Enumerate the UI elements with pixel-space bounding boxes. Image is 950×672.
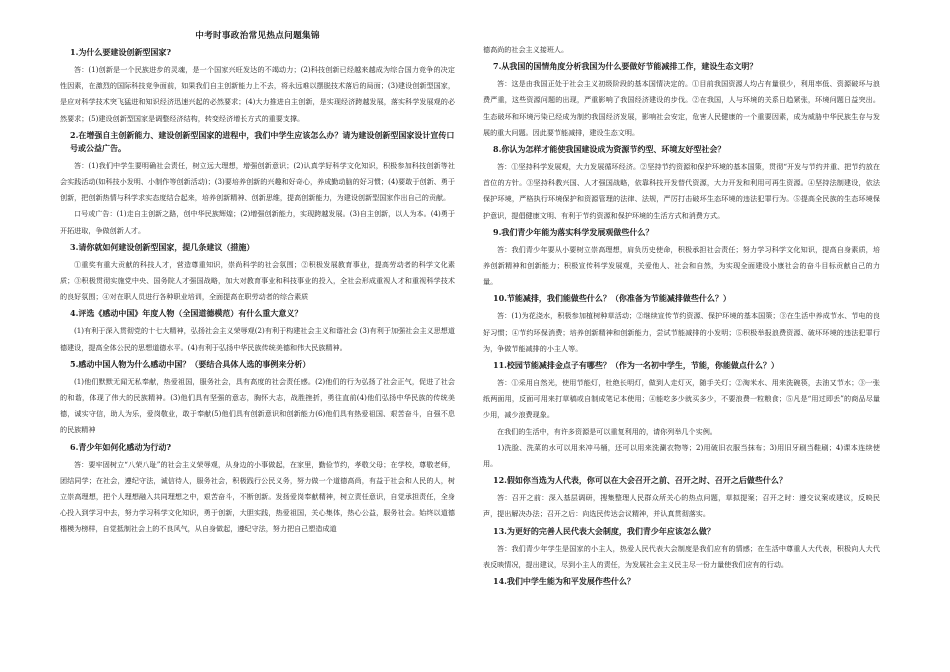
answer-paragraph: 在我们的生活中，有许多资源是可以重复利用的，请你列举几个实例。: [497, 426, 717, 436]
question-heading: 4.评选《感动中国》年度人物（全国道德模范）有什么重大意义？: [70, 308, 303, 319]
question-heading: 5.感动中国人物为什么感动中国？（要结合具体人选的事例来分析）: [70, 358, 311, 369]
answer-paragraph: 德高尚的社会主义接班人。: [483, 45, 569, 54]
question-heading: 11.校园节能减排金点子有哪些？（作为一名初中学生，节能，你能做点什么？）: [493, 360, 779, 371]
right-column-body: [483, 42, 880, 588]
answer-paragraph: (1)他们默默无闻无私奉献，热爱祖国，服务社会，具有高度的社会责任感。(2)他们的行为弘扬了社会正气，促进了社会的和谐，体现了伟大的民族精神。(3)他们具有坚强的意志，胸怀大志，战胜挫折，勇往直前(4)他们弘扬中华民族的传统美德，诚实守信，助人为乐，爱岗敬业，敢于奉献(5)他们具有创新意识和创新能力(6)他们具有热爱祖国、艰苦奋斗，自强不息的民族精神: [60, 376, 455, 435]
question-heading: 9.我们青少年能为落实科学发展观做些什么？: [493, 226, 654, 237]
qa-section: [60, 241, 455, 306]
qa-section: [60, 307, 455, 355]
qa-section: [60, 129, 455, 239]
question-heading: 3.请你就如何建设创新型国家，提几条建议（措施）: [70, 241, 255, 252]
answer-paragraph: ①重奖有重大贡献的科技人才，营造尊重知识，崇尚科学的社会氛围；②积极发展教育事业，提高劳动者的科学文化素质；③积极贯彻实施党中央、国务院人才强国战略，加大对教育事业和科技事业的投入，全社会形成重视人才和重视科学技术的良好氛围；④对在职人员进行各种职业培训，全面提高在职劳动者的综合素质: [60, 259, 455, 302]
answer-paragraph: 答：①坚持科学发展观，大力发展循环经济。②坚持节约资源和保护环境的基本国策，贯彻“开发与节约并重、把节约放在首位的方针。③坚持科教兴国、人才强国战略，依靠科技开发替代资源，大力开发和利用可再生资源。④坚持法制建设，依法保护环境，严格执行环境保护和资源管理的法律、法规，严厉打击破坏生态环境的违法犯罪行为。⑤提高全民族的生态环境保护意识，提倡健康文明、有利于节约资源和保护环境的生活方式和消费方式。: [483, 162, 880, 220]
qa-section: [483, 60, 880, 141]
question-heading: 10.节能减排，我们能做些什么？（你准备为节能减排做些什么？）: [493, 293, 731, 304]
answer-paragraph: 答：要牢固树立“八荣八耻”的社会主义荣辱观，从身边的小事做起，在家里，勤俭节约，孝敬父母；在学校，尊敬老师，团结同学；在社会，遵纪守法，诚信待人，服务社会，积极践行公民义务，努力做一个道德高尚，有益于社会和人民的人，树立崇高理想，把个人理想融入共同理想之中，艰苦奋斗，不断创新。发扬爱岗奉献精神，树立责任意识，自觉承担责任，全身心投入到学习中去，努力学习科学文化知识，勇于创新，大胆实践，热爱祖国，关心集体，热心公益，服务社会。始终以道德楷模为榜样，自觉抵制社会上的不良风气，从自身做起，遵纪守法，努力把自己塑造成道: [60, 459, 455, 534]
qa-section: [483, 575, 880, 588]
question-heading: 14.我们中学生能为和平发展作些什么？: [493, 576, 635, 587]
left-column: [60, 0, 455, 672]
qa-section: [483, 292, 880, 357]
question-heading: 2.在增强自主创新能力、建设创新型国家的进程中，我们中学生应该怎么办？请为建设创新型国家设计宣传口号或公益广告。: [70, 129, 455, 153]
answer-paragraph: 答：这是由我国正处于社会主义初级阶段的基本国情决定的。①目前我国资源人均占有量很少，利用率低、资源破坏与浪费严重，这些资源问题的出现，严重影响了我国经济建设的步伐。②在我国，人与环境的关系日趋紧张，环境问题日益突出。生态破坏和环境污染已经成为制约我国经济发展，影响社会安定，危害人民健康的一个重要因素，成为威胁中华民族生存与发展的重大问题。因此要节能减排，建设生态文明。: [483, 79, 880, 137]
left-column-body: [60, 46, 455, 538]
question-heading: 8.你认为怎样才能使我国建设成为资源节约型、环境友好型社会？: [493, 144, 726, 155]
answer-paragraph: 答：我们青少年要从小要树立崇高理想，肩负历史使命，积极承担社会责任；努力学习科学文化知识，提高自身素质，培养创新精神和创新能力；积极宣传科学发展观，关爱他人、社会和自然，为实现全面建设小康社会的奋斗目标贡献自己的力量。: [483, 244, 880, 287]
question-heading: 13.为更好的完善人民代表大会制度，我们青少年应该怎么做？: [493, 525, 715, 536]
right-column: [483, 0, 880, 672]
qa-section: [60, 441, 455, 538]
question-heading: 6.青少年如何化感动为行动?: [70, 441, 172, 452]
qa-section: [60, 46, 455, 127]
document-title: 中考时事政治常见热点问题集锦: [195, 31, 320, 41]
answer-paragraph: (1)有利于深入贯彻党的十七大精神，弘扬社会主义荣辱观(2)有利于构建社会主义和谐社会 (3)有利于加强社会主义思想道德建设，提高全体公民的思想道德水平。(4)有利于弘扬中华民族传统美德和伟大民族精神。: [60, 326, 455, 352]
answer-paragraph: 1)洗脸、洗菜的水可以用来冲马桶，还可以用来洗涮衣物等；2)用破旧衣服当抹布；3)用旧牙刷当鞋刷；4)课本连续使用。: [483, 442, 880, 469]
qa-section: [483, 226, 880, 291]
qa-section: [60, 358, 455, 439]
question-heading: 1.为什么要建设创新型国家?: [70, 47, 172, 57]
qa-section: [483, 359, 880, 472]
qa-section: [483, 474, 880, 522]
qa-section: [483, 42, 880, 58]
answer-paragraph: 答：我们青少年学生是国家的小主人，热爱人民代表大会制度是我们应有的情感；在生活中尊重人大代表，积极向人大代表反映情况，提出建议，尽到小主人的责任，为发展社会主义民主尽一份力量使我们应有的行动。: [483, 543, 880, 569]
answer-paragraph: 答：(1)我们中学生要明确社会责任，树立远大理想，增强创新意识；(2)认真学好科学文化知识，积极参加科技创新等社会实践活动(如科技小发明、小制作等创新活动)；(3)要培养创新的兴趣和好奇心，养成勤动脑的好习惯；(4)要敢于创新、勇于创新，把创新热情与科学求实态度结合起来，培养创新精神、创新思维，提高创新能力，为建设创新型国家作出自己的贡献。: [60, 160, 455, 203]
qa-section: [483, 143, 880, 224]
answer-paragraph: 答：①采用自然光，使用节能灯，杜绝长明灯，做到人走灯灭，随手关灯；②淘米水、用来洗碗筷，去油又节水；③一张纸两面用，反面可用来打草稿或自制成笔记本使用；④能吃多少就买多少，不要浪费一粒粮食；⑤凡是“用过即丢”的商品尽量少用，减少浪费现象。: [483, 378, 880, 420]
answer-paragraph: 口号或广告：(1)走自主创新之路，创中华民族辉煌；(2)增强创新能力，实现跨越发展。(3)自主创新，以人为本。(4)勇于开拓进取，争做创新人才。: [60, 209, 455, 235]
qa-section: [483, 525, 880, 573]
answer-paragraph: 答：(1)创新是一个民族进步的灵魂，是一个国家兴旺发达的不竭动力；(2)科技创新已经越来越成为综合国力竞争的决定性因素，在激烈的国际科技竞争面前，如果我们自主创新能力上不去，将永远难以摆脱技术落后的局面；(3)建设创新型国家，是应对科学技术突飞猛进和知识经济迅速兴起的必然要求；(4)大力推进自主创新，是实现经济跨越发展，落实科学发展观的必然要求；(5)建设创新型国家是调整经济结构，转变经济增长方式的重要支撑。: [60, 65, 455, 123]
question-heading: 12.假如你当选为人代表，你可以在大会召开之前、召开之时、召开之后做些什么？: [493, 475, 787, 486]
answer-paragraph: 答：(1)为花浇水，积极参加植树种草活动；②继续宣传节约资源、保护环境的基本国策；③在生活中养成节水、节电的良好习惯；④节约环保消费；培养创新精神和创新能力，尝试节能减排的小发明；⑤积极举报浪费资源、破坏环境的违法犯罪行为，争做节能减排的小主人等。: [483, 311, 880, 353]
question-heading: 7.从我国的国情角度分析我国为什么要做好节能减排工作，建设生态文明？: [493, 61, 758, 72]
answer-paragraph: 答：召开之前：深入基层调研，搜集整理人民群众所关心的热点问题，草拟提案；召开之时：遵交议案或建议，反映民声，提出解决办法；召开之后：向选民传达会议精神，并认真贯彻落实。: [483, 493, 880, 519]
